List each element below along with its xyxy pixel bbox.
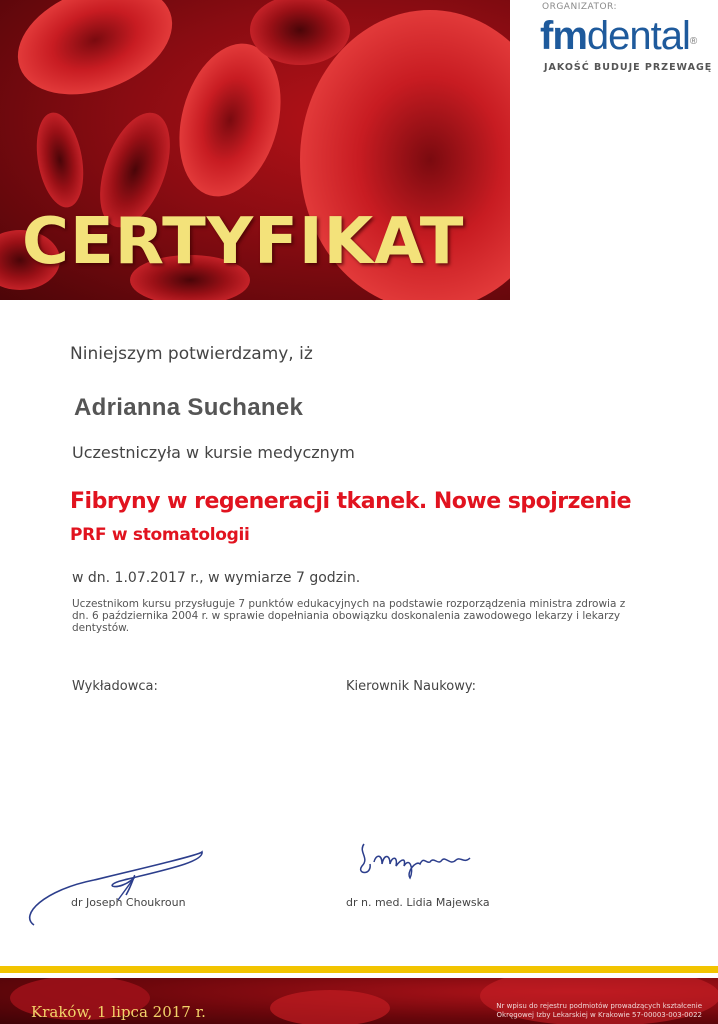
logo-part-dental: dental [586,14,690,58]
participant-name: Adrianna Suchanek [74,394,304,421]
lecturer-name: dr Joseph Choukroun [71,896,186,909]
fmdental-logo [540,14,696,58]
education-points-note: Uczestnikom kursu przysługuje 7 punktów edukacyjnych na podstawie rozporządzenia ministra zdrowia z dn. 6 października 2004 r. w sprawie dopełniania obowiązku doskonalenia zawodowego lekarzy i lekarzy dentystów. [72,598,626,634]
lecturer-label: Wykładowca: [72,679,158,694]
registry-note [470,1002,702,1020]
course-title-line1: Fibryny w regeneracji tkanek. Nowe spojrzenie [70,489,632,514]
lecturer-signature [14,840,214,935]
registry-line-2: Okręgowej Izby Lekarskiej w Krakowie 57-00003-003-0022 [496,1011,702,1019]
logo-part-fm: fm [540,14,587,58]
logo-tagline: JAKOŚĆ BUDUJE PRZEWAGĘ [544,62,713,73]
hero-banner [0,0,510,300]
participation-text: Uczestniczyła w kursie medycznym [72,443,355,462]
course-title-line2: PRF w stomatologii [70,525,250,545]
scientific-head-name: dr n. med. Lidia Majewska [346,896,490,909]
course-date: w dn. 1.07.2017 r., w wymiarze 7 godzin. [72,570,361,586]
footer-yellow-stripe [0,966,718,973]
head-signature [352,834,482,889]
registered-symbol: ® [689,36,697,47]
scientific-head-label: Kierownik Naukowy: [346,679,476,694]
registry-line-1: Nr wpisu do rejestru podmiotów prowadzących kształcenie [496,1002,702,1010]
certificate-title: CERTYFIKAT [22,205,465,279]
place-and-date: Kraków, 1 lipca 2017 r. [31,1003,206,1021]
organizer-label: ORGANIZATOR: [542,2,618,12]
intro-text: Niniejszym potwierdzamy, iż [70,344,313,364]
